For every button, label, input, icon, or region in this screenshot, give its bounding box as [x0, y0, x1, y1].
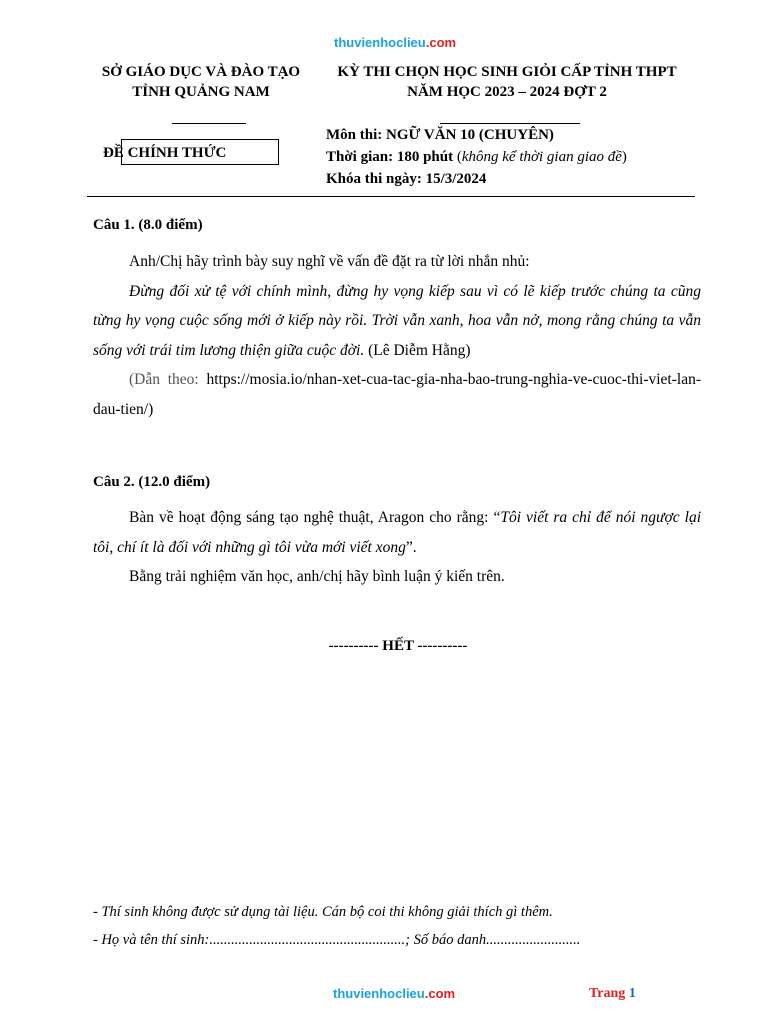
site-name-part1: thuvienhoclieu [334, 35, 426, 50]
time-note-close: ) [621, 149, 627, 165]
question1-quote: Đừng đối xử tệ với chính mình, đừng hy vọng kiếp sau vì có lẽ kiếp trước chúng ta cũng từng hy vọng cuộc sống mới ở kiếp này rồi. Trời vẫn xanh, hoa vẫn nở, mong rằng chúng ta vẫn sống với trái tim lương thiện giữa cuộc đời. [93, 282, 701, 359]
question2-title: Câu 2. (12.0 điểm) [93, 474, 211, 490]
subject-value: NGỮ VĂN 10 (CHUYÊN) [386, 127, 554, 143]
question2-quote: Tôi viết ra chỉ để nói ngược lại tôi, chí ít là đối với những gì tôi vừa mới viết xong [93, 509, 701, 556]
end-mark: ---------- HẾT ---------- [328, 638, 468, 654]
question1-intro: Anh/Chị hãy trình bày suy nghĩ về vấn đề đặt ra từ lời nhắn nhủ: [129, 253, 530, 270]
question2-body [93, 503, 701, 592]
time-note: không kể thời gian giao đề [461, 149, 622, 165]
header-right-underline [440, 123, 580, 124]
question1-body [93, 247, 701, 424]
note-line1: - Thí sinh không được sử dụng tài liệu. Cán bộ coi thi không giải thích gì thêm. [93, 904, 553, 920]
province-name: TỈNH QUẢNG NAM [132, 84, 270, 100]
exam-title: KỲ THI CHỌN HỌC SINH GIỎI CẤP TỈNH THPT [337, 64, 677, 80]
question2-quote-end: ”. [405, 538, 417, 556]
header-divider [87, 196, 695, 197]
subject-line [326, 126, 554, 144]
header-left-underline [172, 123, 246, 124]
header-left [92, 63, 310, 101]
subject-label: Môn thi: [326, 127, 383, 143]
site-brand-top [334, 35, 456, 50]
school-year: NĂM HỌC 2023 – 2024 ĐỢT 2 [407, 84, 607, 100]
department-name: SỞ GIÁO DỤC VÀ ĐÀO TẠO [101, 64, 301, 80]
header-right [326, 63, 688, 101]
page-number-value: 1 [628, 986, 636, 1001]
time-line [326, 148, 627, 166]
page-label: Trang [589, 986, 626, 1001]
site-name-part2: .com [425, 35, 457, 50]
note-line2: - Họ và tên thí sinh:......................................................; Số báo danh.......................... [93, 932, 581, 948]
time-label: Thời gian: 180 phút [326, 149, 454, 165]
question2-task: Bằng trải nghiệm văn học, anh/chị hãy bình luận ý kiến trên. [129, 568, 505, 585]
time-note-open: ( [453, 149, 462, 165]
question1-source-label: (Dẫn theo: [129, 371, 199, 388]
question2-intro: Bàn về hoạt động sáng tạo nghệ thuật, Aragon cho rằng: “ [129, 509, 501, 526]
question1-source-url: https://mosia.io/nhan-xet-cua-tac-gia-nha-bao-trung-nghia-ve-cuoc-thi-viet-lan-dau-tien/) [93, 371, 701, 418]
page-number [589, 986, 636, 1002]
site-brand-footer [333, 986, 455, 1001]
question1-author: (Lê Diễm Hằng) [364, 341, 471, 359]
exam-date: Khóa thi ngày: 15/3/2024 [326, 171, 487, 187]
footer-site-part2: .com [424, 986, 456, 1001]
question1-title: Câu 1. (8.0 điểm) [93, 217, 203, 233]
official-label: ĐỀ CHÍNH THỨC [103, 145, 227, 161]
date-line [326, 170, 486, 188]
footer-site-part1: thuvienhoclieu [333, 986, 425, 1001]
